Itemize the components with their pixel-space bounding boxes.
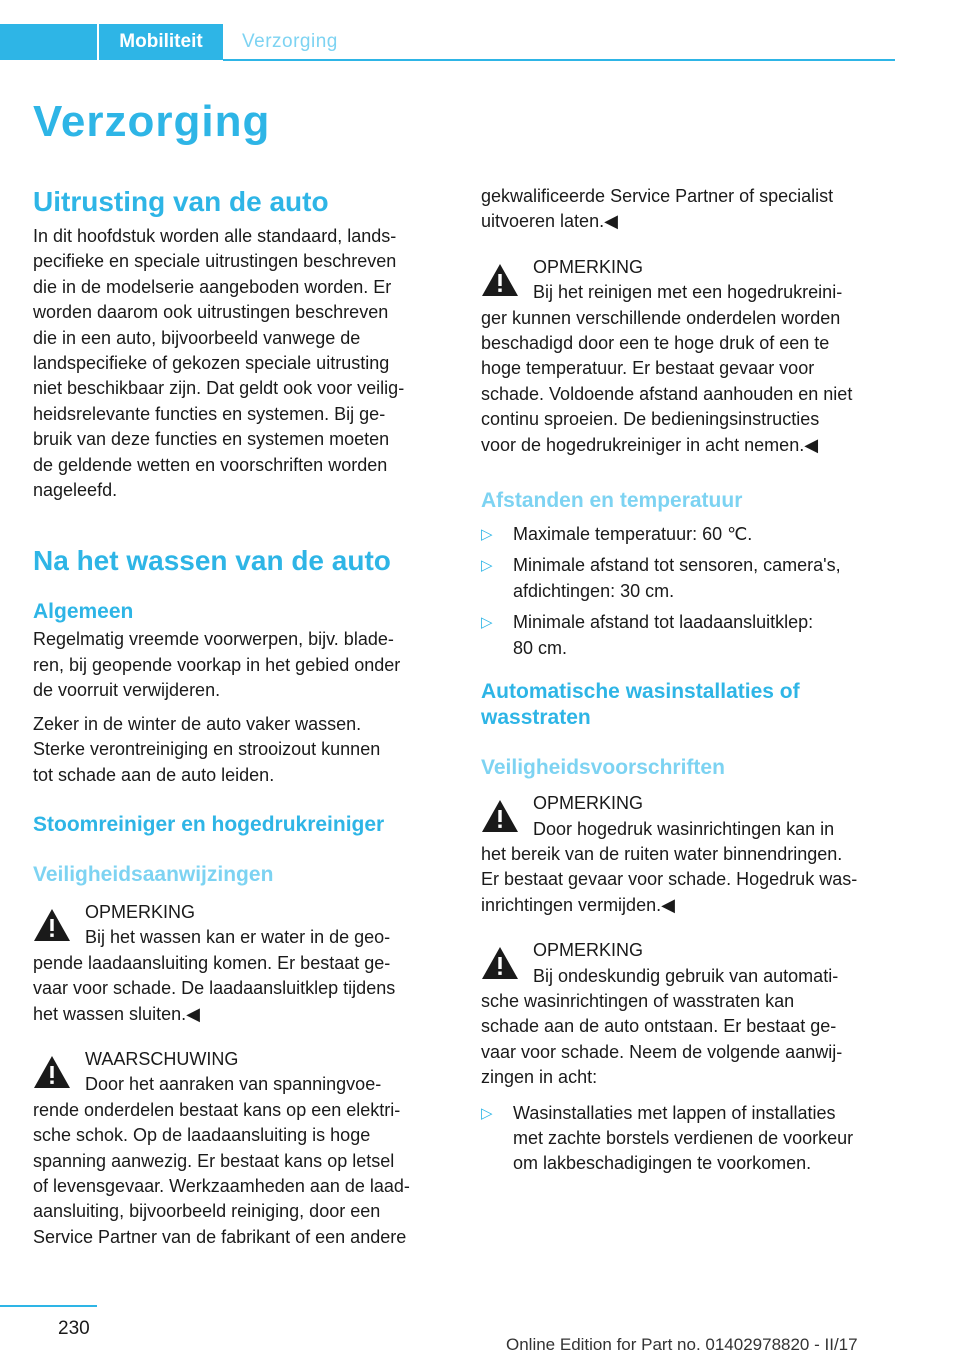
text-line: rende onderdelen bestaat kans op een elektri- bbox=[33, 1099, 401, 1120]
text-line: Automatische wasinstallaties of bbox=[481, 680, 800, 704]
heading-equipment: Uitrusting van de auto bbox=[33, 186, 329, 217]
list-distances bbox=[481, 522, 891, 661]
text-line: niet beschikbaar zijn. Dat geldt ook voor veilig- bbox=[33, 378, 405, 399]
paragraph-general-1 bbox=[33, 627, 443, 703]
text-line: hoge temperatuur. Er bestaat gevaar voor bbox=[481, 358, 815, 379]
notice-text bbox=[481, 817, 891, 919]
paragraph-equipment bbox=[33, 224, 443, 503]
warning-electric-shock bbox=[33, 1047, 443, 1250]
text-line: sche schok. Op de laadaansluiting is hoge bbox=[33, 1125, 371, 1146]
notice-water-ingress bbox=[481, 791, 891, 918]
text-line: gekwalificeerde Service Partner of specialist bbox=[481, 186, 834, 206]
triangle-right-icon: ▷ bbox=[481, 614, 493, 632]
heading-general: Algemeen bbox=[33, 600, 134, 624]
text-line: schade. Voldoende afstand aanhouden en niet bbox=[481, 383, 853, 404]
text-line: de geldende wetten en voorschriften worden bbox=[33, 454, 388, 475]
text-line: aansluiting, bijvoorbeeld reiniging, door een bbox=[33, 1201, 381, 1222]
warning-triangle-icon bbox=[33, 1055, 71, 1089]
notice-text bbox=[33, 925, 443, 1027]
header-divider bbox=[223, 59, 895, 61]
list-item bbox=[481, 610, 891, 661]
heading-after-wash: Na het wassen van de auto bbox=[33, 545, 391, 577]
heading-safety-rules: Veiligheidsvoorschriften bbox=[481, 756, 725, 780]
list-item-line: Wasinstallaties met lappen of installaties bbox=[513, 1102, 836, 1123]
text-line: het bereik van de ruiten water binnendringen. bbox=[481, 843, 843, 864]
heading-safety-instructions: Veiligheidsaanwijzingen bbox=[33, 862, 274, 886]
right-column bbox=[481, 184, 891, 1183]
list-item bbox=[481, 522, 891, 547]
text-line: Regelmatig vreemde voorwerpen, bijv. blade- bbox=[33, 629, 394, 650]
text-line: Bij ondeskundig gebruik van automati- bbox=[533, 965, 839, 986]
text-line: uitvoeren laten.◀ bbox=[481, 211, 618, 232]
text-line: die in een auto, bijvoorbeeld vanwege de bbox=[33, 327, 361, 348]
paragraph-general-2 bbox=[33, 712, 443, 788]
section-tab[interactable]: Mobiliteit bbox=[99, 24, 223, 60]
text-line: die in de modelserie aangeboden worden. Er bbox=[33, 276, 392, 297]
list-item-line: Minimale afstand tot sensoren, camera's, bbox=[513, 555, 841, 576]
text-line: Bij het wassen kan er water in de geo- bbox=[85, 927, 391, 948]
text-line: In dit hoofdstuk worden alle standaard, lands- bbox=[33, 226, 397, 246]
triangle-right-icon: ▷ bbox=[481, 1104, 493, 1122]
text-line: landspecifieke of gekozen speciale uitrusting bbox=[33, 353, 390, 374]
text-line: worden daarom ook uitrustingen beschreven bbox=[33, 302, 389, 323]
text-line: vaar voor schade. De laadaansluitklep tijdens bbox=[33, 978, 396, 999]
chapter-tab[interactable]: Verzorging bbox=[242, 31, 338, 52]
heading-distances: Afstanden en temperatuur bbox=[481, 489, 743, 513]
text-line: sche wasinrichtingen of wasstraten kan bbox=[481, 990, 795, 1011]
warning-triangle-icon bbox=[481, 263, 519, 297]
warning-triangle-icon bbox=[481, 946, 519, 980]
notice-high-pressure bbox=[481, 255, 891, 458]
left-column bbox=[33, 184, 443, 1250]
text-line: de voorruit verwijderen. bbox=[33, 680, 221, 701]
text-line: tot schade aan de auto leiden. bbox=[33, 764, 275, 785]
text-line: het wassen sluiten.◀ bbox=[33, 1003, 200, 1024]
header-tab-blank bbox=[0, 24, 97, 60]
triangle-right-icon: ▷ bbox=[481, 557, 493, 575]
text-line: Door het aanraken van spanningvoe- bbox=[85, 1074, 382, 1095]
triangle-right-icon: ▷ bbox=[481, 526, 493, 544]
paragraph-continued bbox=[481, 184, 891, 235]
list-item-line: met zachte borstels verdienen de voorkeur bbox=[513, 1127, 854, 1148]
text-line: zingen in acht: bbox=[481, 1067, 598, 1088]
text-line: ren, bij geopende voorkap in het gebied onder bbox=[33, 654, 401, 675]
text-line: voor de hogedrukreiniger in acht nemen.◀ bbox=[481, 434, 819, 455]
notice-text bbox=[481, 964, 891, 1091]
text-line: spanning aanwezig. Er bestaat kans op letsel bbox=[33, 1150, 395, 1171]
text-line: nageleefd. bbox=[33, 480, 118, 501]
text-line: Door hogedruk wasinrichtingen kan in bbox=[533, 818, 835, 839]
warning-triangle-icon bbox=[33, 908, 71, 942]
text-line: Bij het reinigen met een hogedrukreini- bbox=[533, 282, 843, 303]
footer-divider bbox=[0, 1305, 97, 1307]
notice-text bbox=[481, 280, 891, 458]
heading-steam-cleaner: Stoomreiniger en hogedrukreiniger bbox=[33, 812, 385, 836]
list-item-line: Minimale afstand tot laadaansluitklep: bbox=[513, 612, 814, 633]
list-item-line: om lakbeschadigingen te voorkomen. bbox=[513, 1153, 812, 1174]
text-line: inrichtingen vermijden.◀ bbox=[481, 894, 675, 915]
text-line: ger kunnen verschillende onderdelen worden bbox=[481, 307, 841, 328]
page-title: Verzorging bbox=[33, 97, 271, 146]
list-item-line: Maximale temperatuur: 60 ℃. bbox=[513, 524, 753, 545]
edition-note: Online Edition for Part no. 01402978820 - II/17 bbox=[506, 1335, 858, 1354]
notice-label: OPMERKING bbox=[533, 940, 644, 961]
warning-text bbox=[33, 1072, 443, 1250]
text-line: Er bestaat gevaar voor schade. Hogedruk was- bbox=[481, 869, 858, 890]
list-item-line: afdichtingen: 30 cm. bbox=[513, 580, 675, 601]
text-line: Service Partner van de fabrikant of een andere bbox=[33, 1226, 407, 1247]
text-line: Zeker in de winter de auto vaker wassen. bbox=[33, 713, 362, 734]
page-header bbox=[0, 24, 895, 62]
text-line: of levensgevaar. Werkzaamheden aan de laad- bbox=[33, 1175, 410, 1196]
warning-triangle-icon bbox=[481, 799, 519, 833]
text-line: pecifieke en speciale uitrustingen beschreven bbox=[33, 251, 397, 272]
list-carwash bbox=[481, 1101, 891, 1177]
text-line: vaar voor schade. Neem de volgende aanwij- bbox=[481, 1041, 843, 1062]
notice-label: OPMERKING bbox=[533, 793, 644, 814]
warning-label: WAARSCHUWING bbox=[85, 1048, 239, 1069]
list-item-line: 80 cm. bbox=[513, 637, 568, 658]
page-number: 230 bbox=[58, 1318, 90, 1339]
text-line: continu sproeien. De bedieningsinstructies bbox=[481, 409, 820, 430]
text-line: schade aan de auto ontstaan. Er bestaat ge- bbox=[481, 1016, 837, 1037]
text-line: pende laadaansluiting komen. Er bestaat ge- bbox=[33, 952, 391, 973]
text-line: heidsrelevante functies en systemen. Bij ge- bbox=[33, 403, 386, 424]
text-line: beschadigd door een te hoge druk of een te bbox=[481, 333, 830, 354]
notice-label: OPMERKING bbox=[85, 901, 196, 922]
notice-charging-port bbox=[33, 900, 443, 1027]
text-line: bruik van deze functies en systemen moeten bbox=[33, 429, 390, 450]
text-line: Sterke verontreiniging en strooizout kunnen bbox=[33, 739, 381, 760]
list-item bbox=[481, 553, 891, 604]
notice-label: OPMERKING bbox=[533, 256, 644, 277]
text-line: wasstraten bbox=[481, 706, 591, 730]
heading-carwash bbox=[481, 679, 891, 731]
list-item bbox=[481, 1101, 891, 1177]
notice-carwash-use bbox=[481, 938, 891, 1090]
